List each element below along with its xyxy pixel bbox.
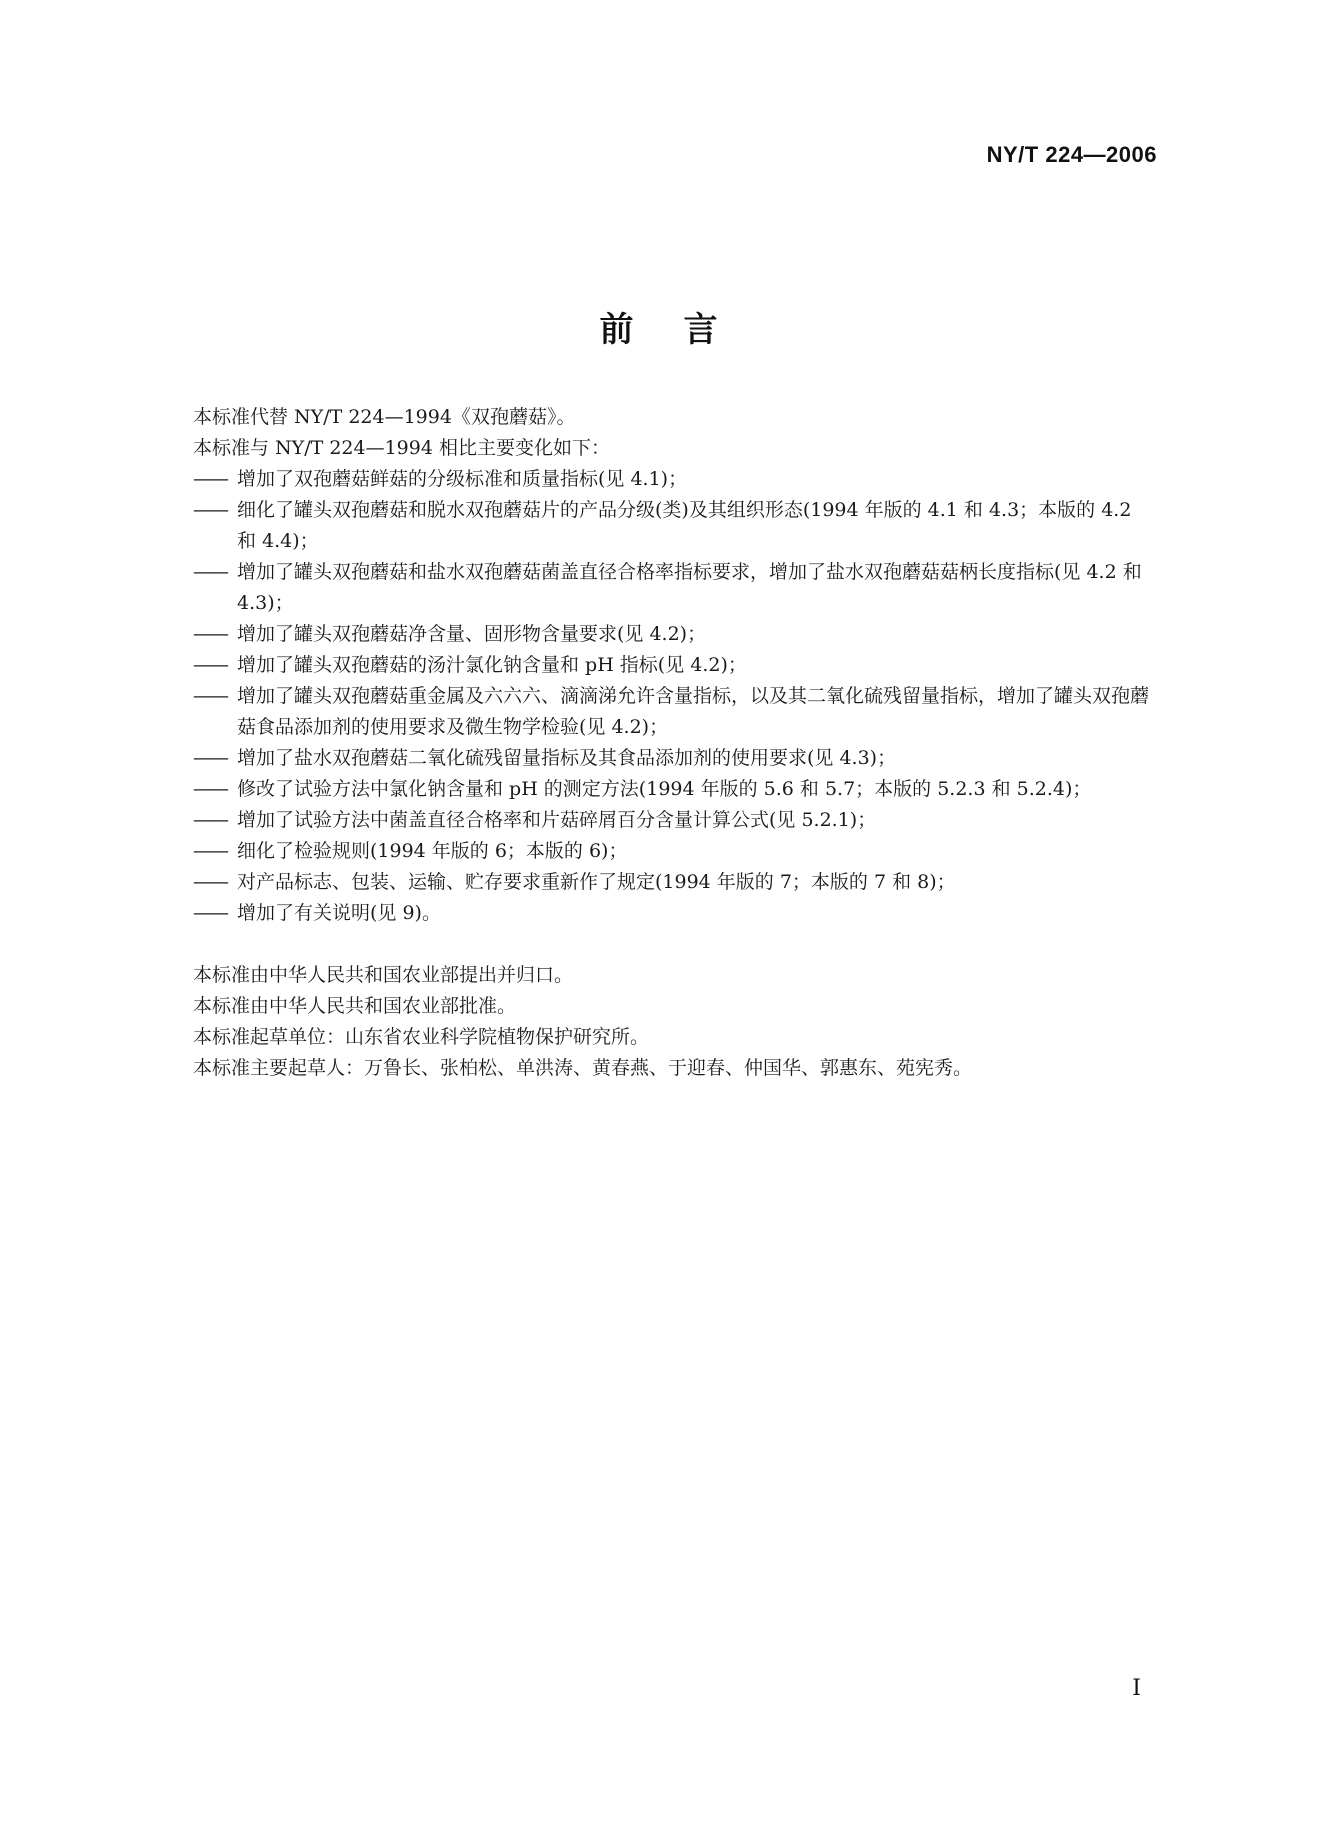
- item-dash: ——: [193, 561, 227, 583]
- section-title: 前言: [599, 310, 768, 350]
- change-item: [193, 681, 1155, 743]
- change-item: [193, 557, 1155, 619]
- change-item: [193, 619, 1155, 650]
- change-item-text: 细化了罐头双孢蘑菇和脱水双孢蘑菇片的产品分级(类)及其组织形态(1994 年版的 4.1 和 4.3；本版的 4.2 和 4.4)；: [237, 499, 1132, 552]
- change-item-text: 增加了罐头双孢蘑菇净含量、固形物含量要求(见 4.2)；: [237, 623, 707, 645]
- change-item-text: 增加了罐头双孢蘑菇的汤汁氯化钠含量和 pH 指标(见 4.2)；: [237, 654, 747, 676]
- item-dash: ——: [193, 871, 227, 893]
- item-dash: ——: [193, 840, 227, 862]
- change-item: [193, 867, 1155, 898]
- change-item-text: 增加了罐头双孢蘑菇重金属及六六六、滴滴涕允许含量指标，以及其二氧化硫残留量指标，增加了罐头双孢蘑菇食品添加剂的使用要求及微生物学检验(见 4.2)；: [237, 685, 1150, 738]
- change-item: [193, 650, 1155, 681]
- intro-paragraph: 本标准代替 NY/T 224—1994《双孢蘑菇》。: [193, 406, 576, 428]
- item-dash: ——: [193, 902, 227, 924]
- change-item: [193, 836, 1155, 867]
- item-dash: ——: [193, 685, 227, 707]
- item-dash: ——: [193, 499, 227, 521]
- item-dash: ——: [193, 654, 227, 676]
- change-item: [193, 743, 1155, 774]
- change-item-text: 增加了试验方法中菌盖直径合格率和片菇碎屑百分含量计算公式(见 5.2.1)；: [237, 809, 877, 831]
- change-item-text: 对产品标志、包装、运输、贮存要求重新作了规定(1994 年版的 7；本版的 7 和 8)；: [237, 871, 956, 893]
- change-item: [193, 898, 1155, 929]
- change-item-text: 修改了试验方法中氯化钠含量和 pH 的测定方法(1994 年版的 5.6 和 5.7；本版的 5.2.3 和 5.2.4)；: [237, 778, 1092, 800]
- page-number: I: [1132, 1676, 1141, 1701]
- item-dash: ——: [193, 778, 227, 800]
- change-item-text: 细化了检验规则(1994 年版的 6；本版的 6)；: [237, 840, 628, 862]
- item-dash: ——: [193, 747, 227, 769]
- closing-paragraph: 本标准由中华人民共和国农业部批准。: [193, 995, 517, 1017]
- change-item-text: 增加了有关说明(见 9)。: [237, 902, 441, 924]
- closing-paragraph: 本标准由中华人民共和国农业部提出并归口。: [193, 964, 574, 986]
- document-code: NY/T 224—2006: [986, 142, 1157, 167]
- change-item: [193, 495, 1155, 557]
- intro-paragraph: 本标准与 NY/T 224—1994 相比主要变化如下：: [193, 437, 610, 459]
- change-item-text: 增加了罐头双孢蘑菇和盐水双孢蘑菇菌盖直径合格率指标要求，增加了盐水双孢蘑菇菇柄长度指标(见 4.2 和 4.3)；: [237, 561, 1142, 614]
- paragraph-gap: [193, 929, 1155, 960]
- foreword-body: [193, 402, 1155, 1084]
- item-dash: ——: [193, 623, 227, 645]
- closing-paragraph: 本标准起草单位：山东省农业科学院植物保护研究所。: [193, 1026, 650, 1048]
- change-item-text: 增加了双孢蘑菇鲜菇的分级标准和质量指标(见 4.1)；: [237, 468, 688, 490]
- change-item: [193, 805, 1155, 836]
- change-item-text: 增加了盐水双孢蘑菇二氧化硫残留量指标及其食品添加剂的使用要求(见 4.3)；: [237, 747, 897, 769]
- item-dash: ——: [193, 809, 227, 831]
- change-item: [193, 464, 1155, 495]
- item-dash: ——: [193, 468, 227, 490]
- change-item: [193, 774, 1155, 805]
- closing-paragraph: 本标准主要起草人：万鲁长、张柏松、单洪涛、黄春燕、于迎春、仲国华、郭惠东、苑宪秀。: [193, 1057, 973, 1079]
